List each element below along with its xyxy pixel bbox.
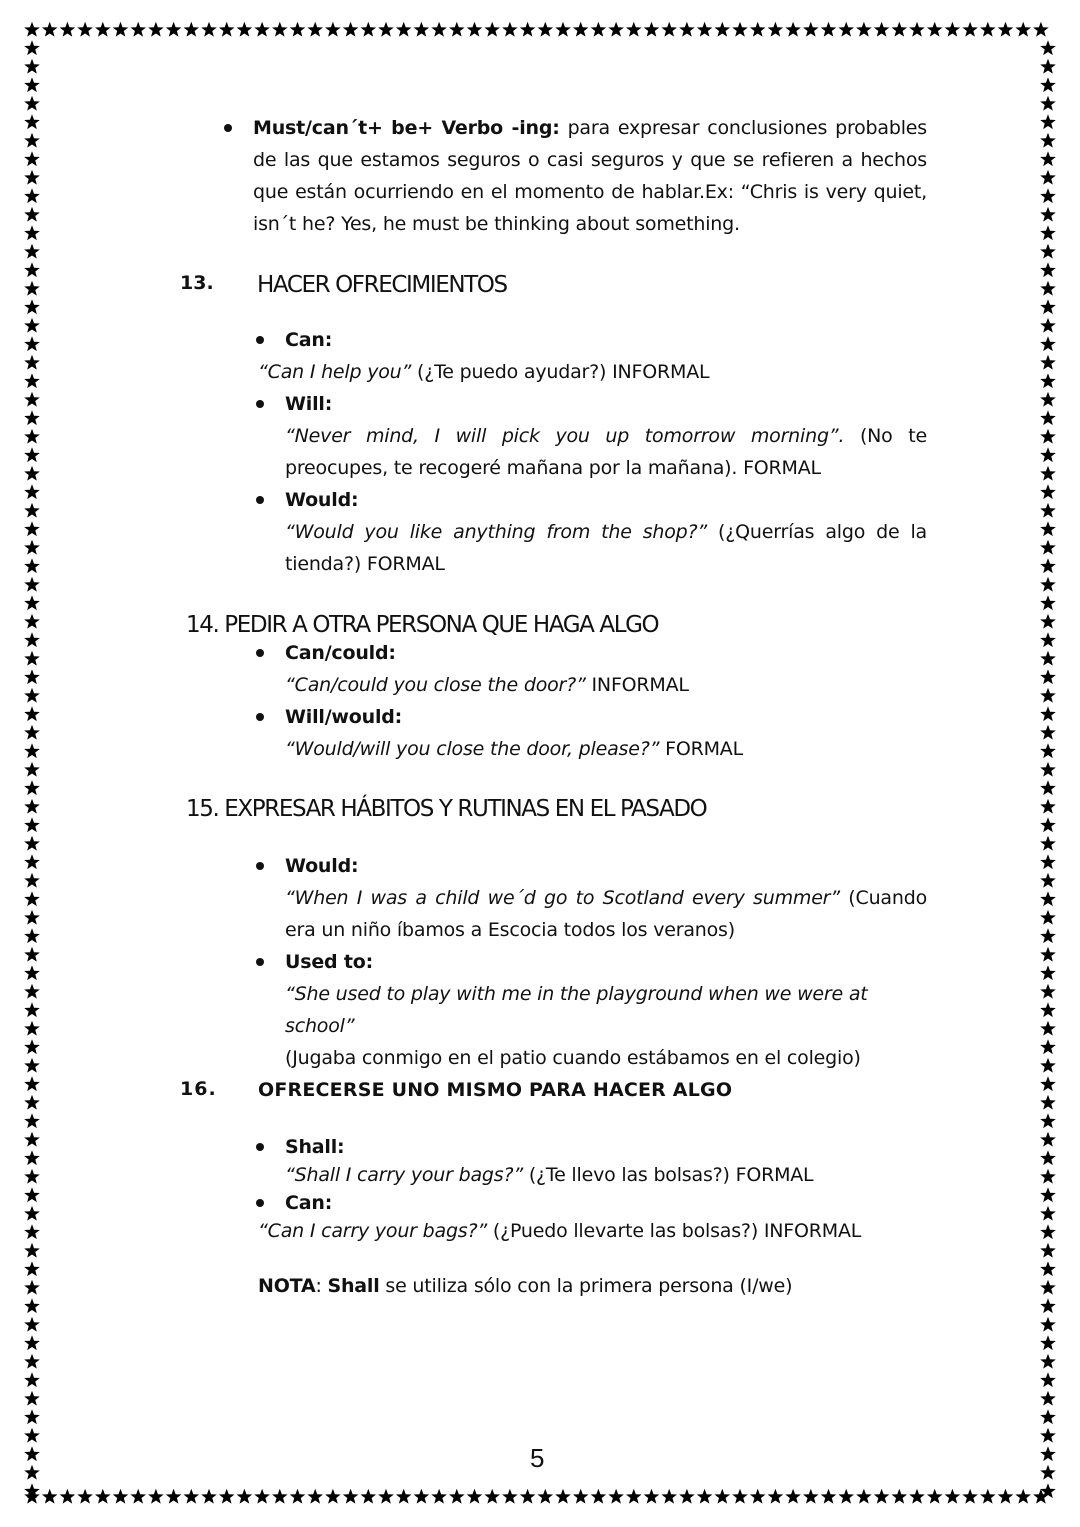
bullet xyxy=(256,400,264,408)
note-label: NOTA xyxy=(258,1275,316,1297)
note-text: se utiliza sólo con la primera persona (I/we) xyxy=(379,1275,793,1297)
s15-used-example xyxy=(285,978,935,1074)
intro-paragraph xyxy=(253,112,927,240)
s14-can-example xyxy=(285,669,925,701)
s16-can-translation: (¿Puedo llevarte las bolsas?) INFORMAL xyxy=(487,1220,862,1242)
s13-can-example xyxy=(258,356,938,388)
section-15-title: 15. EXPRESAR HÁBITOS Y RUTINAS EN EL PASADO xyxy=(186,796,707,822)
s13-will-translation: (No te preocupes, te recogeré mañana por la mañana). FORMAL xyxy=(285,425,927,479)
s14-can-example-en: “Can/could you close the door?” xyxy=(285,674,586,696)
intro-label: Must/can´t+ be+ Verbo -ing: xyxy=(253,117,560,139)
s13-can-example-en: “Can I help you” xyxy=(258,361,412,383)
bullet xyxy=(256,958,264,966)
note-sep: : xyxy=(315,1275,328,1297)
section-13-title: HACER OFRECIMIENTOS xyxy=(257,272,507,298)
s13-would-translation: (¿Querrías algo de la tienda?) FORMAL xyxy=(285,521,927,575)
s14-will-translation: FORMAL xyxy=(659,738,743,760)
s15-would-example-en: “When I was a child we´d go to Scotland every summer” xyxy=(285,887,840,909)
s13-would-label: Would: xyxy=(285,489,359,511)
bullet xyxy=(224,124,232,132)
page-number: 5 xyxy=(530,1443,545,1473)
s13-would-example-en: “Would you like anything from the shop?” xyxy=(285,521,708,543)
bullet xyxy=(256,1143,264,1151)
s13-would-example xyxy=(285,516,927,580)
s16-can-example xyxy=(258,1215,938,1247)
s14-can-translation: INFORMAL xyxy=(585,674,689,696)
bullet xyxy=(256,649,264,657)
s16-can-example-en: “Can I carry your bags?” xyxy=(258,1220,488,1242)
bullet xyxy=(256,713,264,721)
bullet xyxy=(256,1199,264,1207)
s14-will-example-en: “Would/will you close the door, please?” xyxy=(285,738,660,760)
s16-shall-example-en: “Shall I carry your bags?” xyxy=(285,1164,523,1186)
s15-used-example-en: “She used to play with me in the playground when we were at school” xyxy=(285,983,868,1037)
s14-will-label: Will/would: xyxy=(285,706,403,728)
s13-will-label: Will: xyxy=(285,393,333,415)
bullet xyxy=(256,336,264,344)
s16-shall-label: Shall: xyxy=(285,1136,345,1158)
section-16-number: 16. xyxy=(180,1078,217,1100)
s16-shall-translation: (¿Te llevo las bolsas?) FORMAL xyxy=(522,1164,814,1186)
s15-would-translation: (Cuando era un niño íbamos a Escocia todos los veranos) xyxy=(285,887,928,941)
note xyxy=(258,1270,938,1302)
s15-would-example xyxy=(285,882,927,946)
s13-can-translation: (¿Te puedo ayudar?) INFORMAL xyxy=(411,361,710,383)
s16-can-label: Can: xyxy=(285,1192,333,1214)
s13-will-example-en: “Never mind, I will pick you up tomorrow morning”. xyxy=(285,425,845,447)
s13-will-example xyxy=(285,420,927,484)
bullet xyxy=(256,862,264,870)
s13-can-label: Can: xyxy=(285,329,333,351)
note-bold: Shall xyxy=(327,1275,380,1297)
s14-can-label: Can/could: xyxy=(285,642,396,664)
section-13-number: 13. xyxy=(180,272,214,294)
s14-will-example xyxy=(285,733,925,765)
section-16-title: OFRECERSE UNO MISMO PARA HACER ALGO xyxy=(258,1079,733,1101)
bullet xyxy=(256,496,264,504)
section-14-title: 14. PEDIR A OTRA PERSONA QUE HAGA ALGO xyxy=(186,612,659,638)
s15-used-label: Used to: xyxy=(285,951,373,973)
s15-used-translation: (Jugaba conmigo en el patio cuando estábamos en el colegio) xyxy=(285,1047,861,1069)
intro-text: para expresar conclusiones probables de las que estamos seguros o casi seguros y que se refieren a hechos que están ocurriendo en el momento de hablar.Ex: “Chris is very quiet, isn´t he? Yes, he must be thinking about something. xyxy=(253,117,927,235)
s16-shall-example xyxy=(285,1159,925,1191)
s15-would-label: Would: xyxy=(285,855,359,877)
